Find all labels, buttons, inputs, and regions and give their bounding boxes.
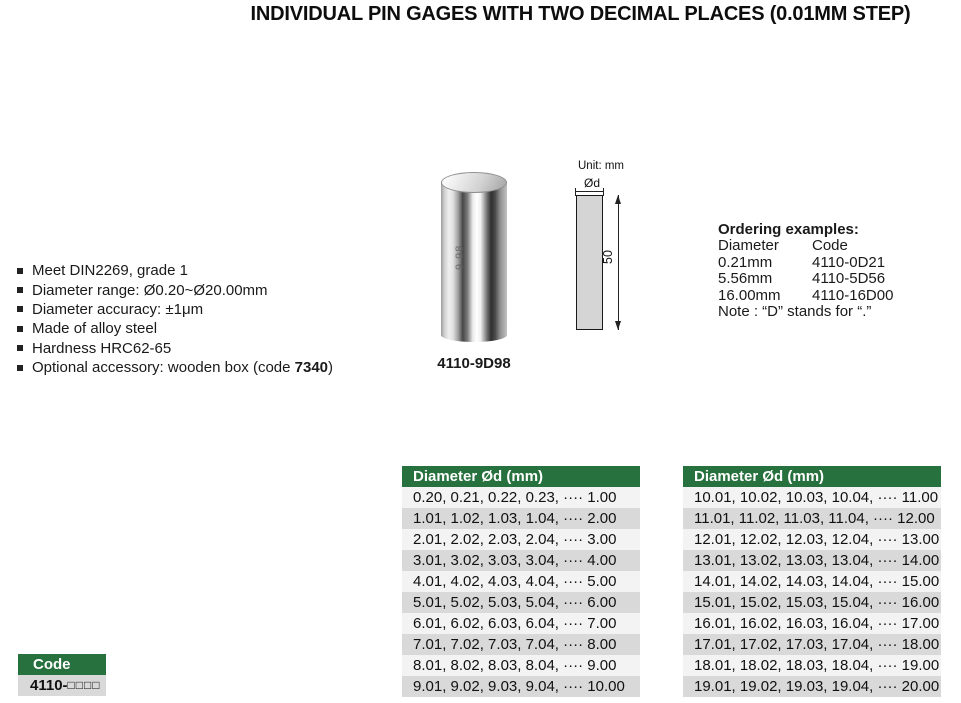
code-box — [18, 654, 106, 696]
pin-outline-rect — [576, 195, 603, 330]
feature-text: Diameter accuracy: ±1μm — [32, 300, 204, 318]
table-row: 8.01, 8.02, 8.03, 8.04, ···· 9.00 — [402, 655, 640, 676]
ordering-title: Ordering examples: — [718, 221, 859, 238]
ordering-examples — [718, 222, 893, 320]
ordering-code: 4110-5D56 — [812, 270, 886, 288]
feature-text: Diameter range: Ø0.20~Ø20.00mm — [32, 281, 268, 299]
table-row: 3.01, 3.02, 3.03, 3.04, ···· 4.00 — [402, 550, 640, 571]
feature-item — [17, 261, 333, 280]
bullet-square-icon — [17, 326, 23, 332]
bullet-square-icon — [17, 287, 23, 293]
accessory-code: 7340 — [294, 359, 329, 377]
ordering-code: 4110-0D21 — [812, 253, 886, 271]
table-header: Diameter Ød (mm) — [683, 466, 941, 487]
table-header: Diameter Ød (mm) — [402, 466, 640, 487]
table-row: 12.01, 12.02, 12.03, 12.04, ···· 13.00 — [683, 529, 941, 550]
feature-text: Made of alloy steel — [32, 320, 158, 338]
table-row: 5.01, 5.02, 5.03, 5.04, ···· 6.00 — [402, 592, 640, 613]
table-row: 2.01, 2.02, 2.03, 2.04, ···· 3.00 — [402, 529, 640, 550]
ordering-diameter: 0.21mm — [718, 253, 773, 271]
table-row: 18.01, 18.02, 18.03, 18.04, ···· 19.00 — [683, 655, 941, 676]
dimension-drawing — [565, 160, 645, 340]
table-row: 14.01, 14.02, 14.03, 14.04, ···· 15.00 — [683, 571, 941, 592]
table-row: 1.01, 1.02, 1.03, 1.04, ···· 2.00 — [402, 508, 640, 529]
bullet-square-icon — [17, 306, 23, 312]
feature-item — [17, 339, 333, 358]
diameter-table-left — [402, 466, 640, 697]
table-row: 16.01, 16.02, 16.03, 16.04, ···· 17.00 — [683, 613, 941, 634]
page-title: INDIVIDUAL PIN GAGES WITH TWO DECIMAL PLACES (0.01MM STEP) — [250, 3, 911, 25]
pin-cylinder-top — [441, 172, 507, 193]
table-row: 17.01, 17.02, 17.03, 17.04, ···· 18.00 — [683, 634, 941, 655]
feature-item — [17, 319, 333, 338]
table-row: 15.01, 15.02, 15.03, 15.04, ···· 16.00 — [683, 592, 941, 613]
feature-item — [17, 300, 333, 319]
feature-item — [17, 358, 333, 377]
table-row: 4.01, 4.02, 4.03, 4.04, ···· 5.00 — [402, 571, 640, 592]
ordering-note: Note : “D” stands for “.” — [718, 303, 872, 321]
table-row: 6.01, 6.02, 6.03, 6.04, ···· 7.00 — [402, 613, 640, 634]
length-dim-line — [618, 195, 619, 330]
feature-text: Optional accessory: wooden box (code 7340) — [32, 359, 334, 377]
table-row: 19.01, 19.02, 19.03, 19.04, ···· 20.00 — [683, 676, 941, 697]
table-row: 9.01, 9.02, 9.03, 9.04, ···· 10.00 — [402, 676, 640, 697]
code-placeholder-boxes: □□□□ — [67, 678, 101, 692]
pin-gage-photo — [441, 172, 509, 344]
feature-text: Meet DIN2269, grade 1 — [32, 262, 188, 280]
table-row: 11.01, 11.02, 11.03, 11.04, ···· 12.00 — [683, 508, 941, 529]
table-row: 13.01, 13.02, 13.03, 13.04, ···· 14.00 — [683, 550, 941, 571]
pin-cylinder-body — [441, 182, 507, 342]
feature-text: Hardness HRC62-65 — [32, 339, 172, 357]
code-box-header: Code — [18, 654, 106, 675]
bullet-square-icon — [17, 365, 23, 371]
features-list — [17, 261, 333, 377]
ordering-diameter: 16.00mm — [718, 286, 781, 304]
diameter-dim-label: Ød — [584, 176, 601, 190]
bullet-square-icon — [17, 268, 23, 274]
bullet-square-icon — [17, 345, 23, 351]
model-number-label: 4110-9D98 — [437, 355, 511, 372]
table-row: 10.01, 10.02, 10.03, 10.04, ···· 11.00 — [683, 487, 941, 508]
feature-item — [17, 280, 333, 299]
pin-engraving: 9.98 — [454, 244, 466, 270]
ordering-col-header-code: Code — [812, 237, 848, 255]
table-row: 7.01, 7.02, 7.03, 7.04, ···· 8.00 — [402, 634, 640, 655]
ordering-diameter: 5.56mm — [718, 270, 773, 288]
table-row: 0.20, 0.21, 0.22, 0.23, ···· 1.00 — [402, 487, 640, 508]
unit-label: Unit: mm — [578, 160, 624, 172]
ordering-code: 4110-16D00 — [812, 286, 894, 304]
ordering-col-header-diameter: Diameter — [718, 237, 779, 255]
diameter-dim-line — [575, 191, 604, 192]
diameter-table-right — [683, 466, 941, 697]
code-box-value: 4110-□□□□ — [18, 675, 106, 696]
ordering-table — [718, 238, 893, 304]
length-dim-label: 50 — [600, 250, 615, 264]
